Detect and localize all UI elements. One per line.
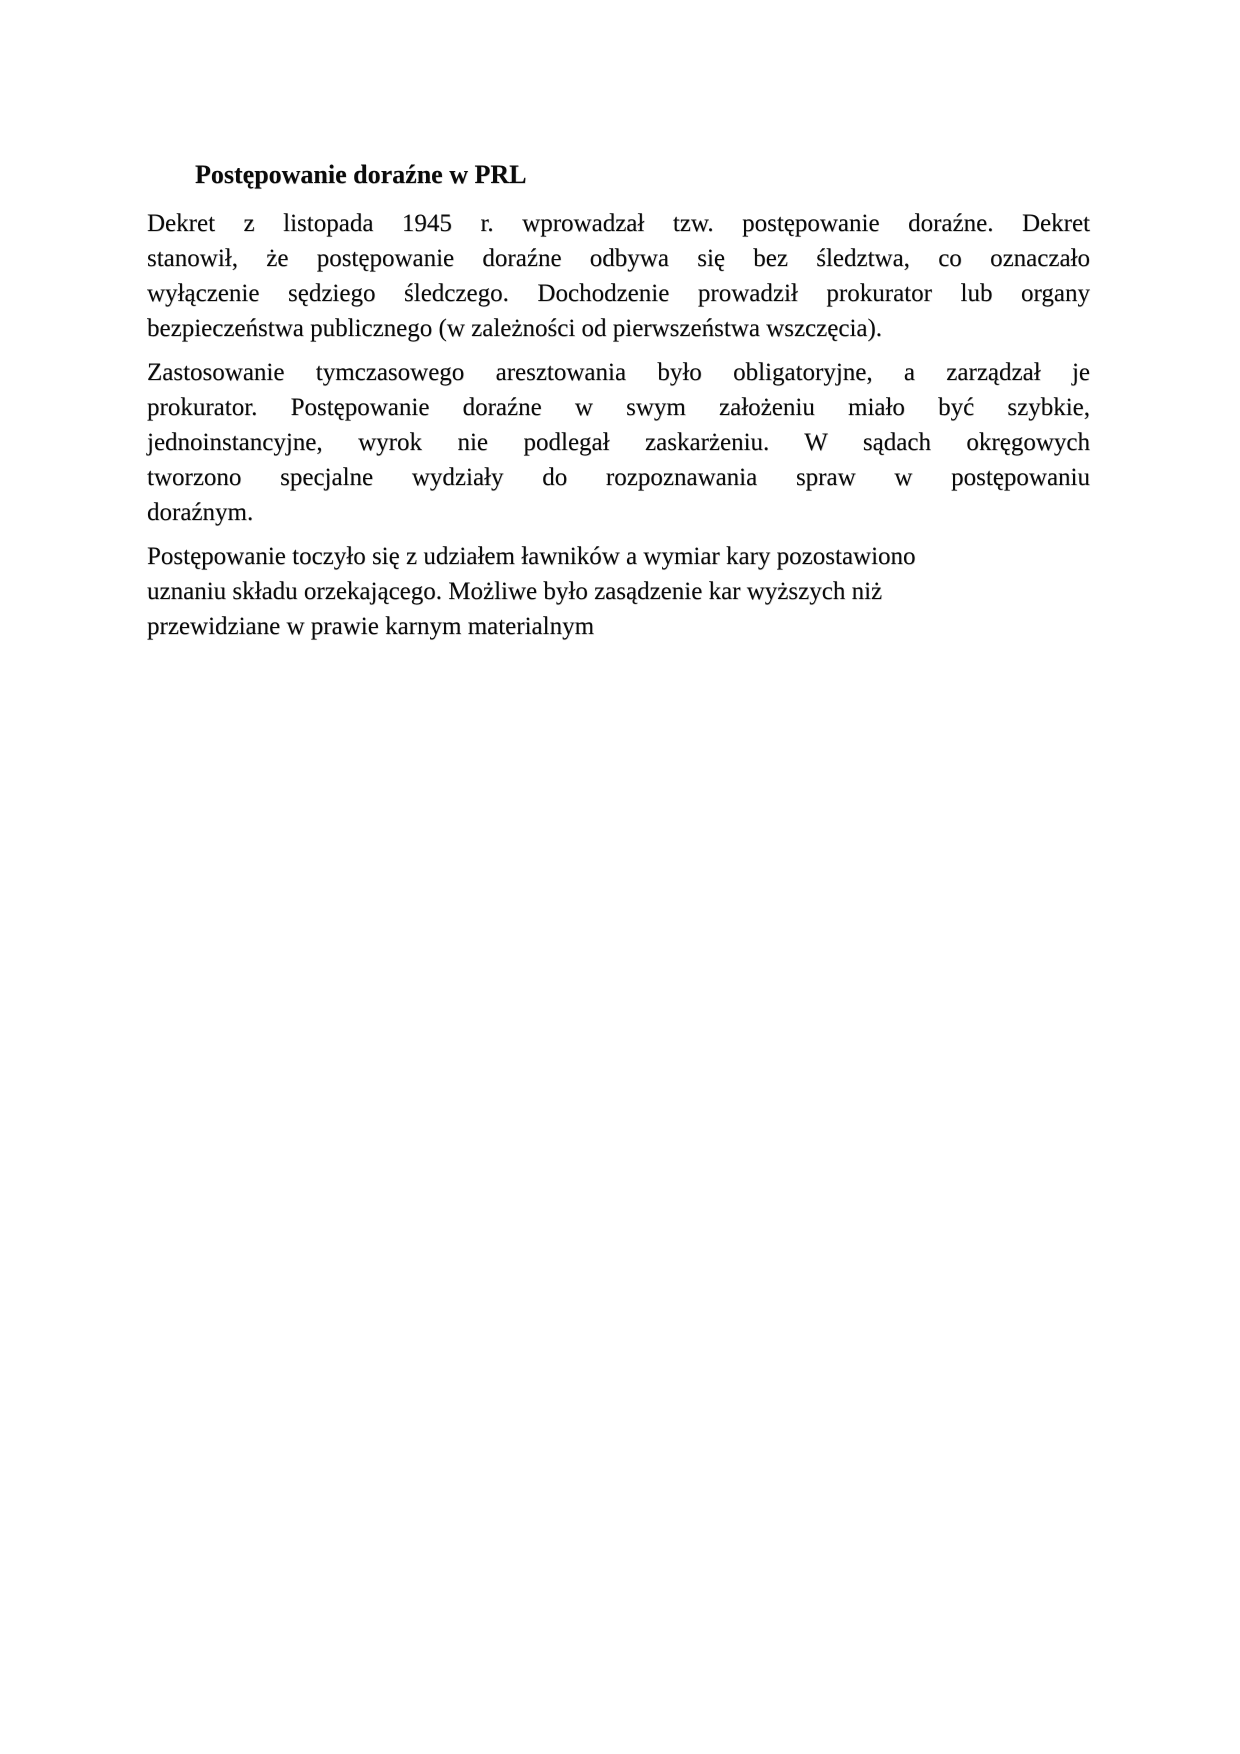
text-line: przewidziane w prawie karnym materialnym <box>147 613 595 640</box>
text-line: Dekret z listopada 1945 r. wprowadzał tzw. postępowanie doraźne. Dekret <box>147 210 1090 237</box>
text-line: Postępowanie toczyło się z udziałem ławników a wymiar kary pozostawiono <box>147 543 916 570</box>
text-line: jednoinstancyjne, wyrok nie podlegał zaskarżeniu. W sądach okręgowych <box>147 429 1090 456</box>
text-line: uznaniu składu orzekającego. Możliwe było zasądzenie kar wyższych niż <box>147 578 883 605</box>
text-line: wyłączenie sędziego śledczego. Dochodzenie prowadził prokurator lub organy <box>147 280 1090 307</box>
text-line: bezpieczeństwa publicznego (w zależności od pierwszeństwa wszczęcia). <box>147 315 883 342</box>
paragraph <box>147 539 1090 644</box>
text-line: doraźnym. <box>147 499 254 526</box>
text-line: Zastosowanie tymczasowego aresztowania było obligatoryjne, a zarządzał je <box>147 359 1090 386</box>
paragraph <box>147 355 1090 530</box>
document-body <box>147 206 1090 644</box>
text-line: stanowił, że postępowanie doraźne odbywa się bez śledztwa, co oznaczało <box>147 245 1090 272</box>
text-line: prokurator. Postępowanie doraźne w swym założeniu miało być szybkie, <box>147 394 1090 421</box>
text-line: tworzono specjalne wydziały do rozpoznawania spraw w postępowaniu <box>147 464 1090 491</box>
document-heading: Postępowanie doraźne w PRL <box>195 160 527 189</box>
paragraph <box>147 206 1090 346</box>
